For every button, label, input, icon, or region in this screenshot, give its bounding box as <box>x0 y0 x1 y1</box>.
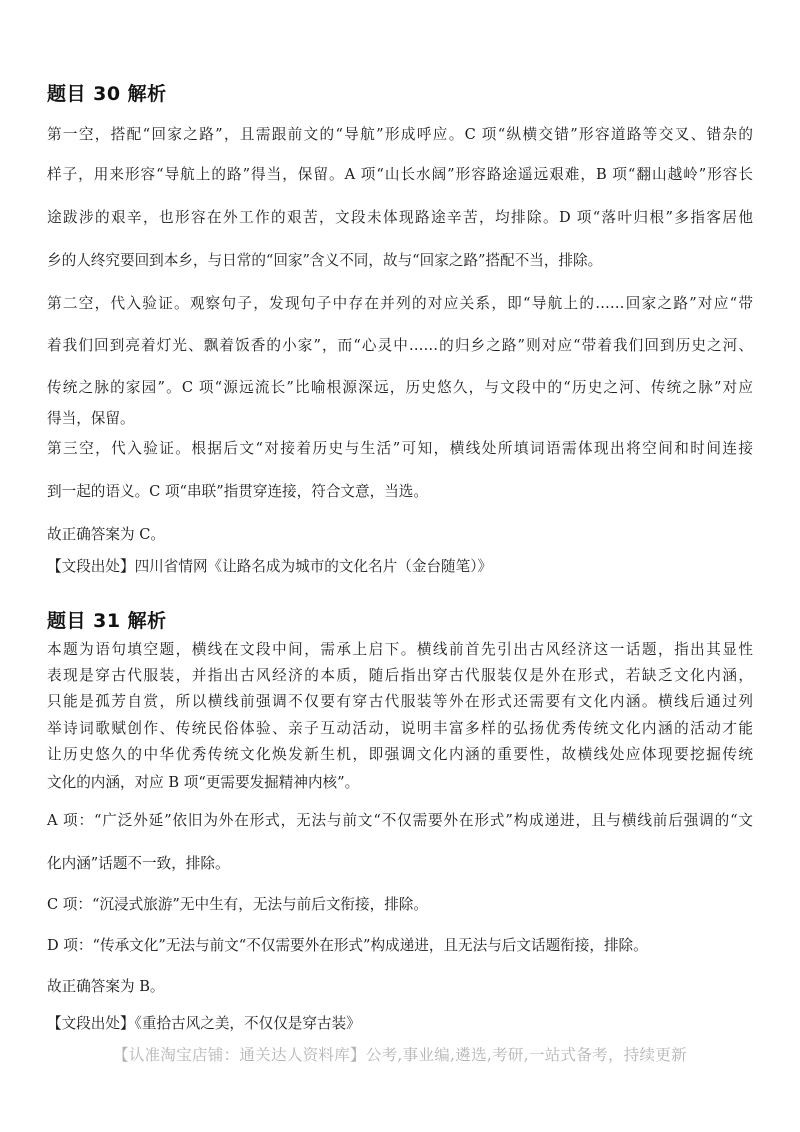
q30-line-6: 着我们回到亮着灯光、飘着饭香的小家”，而“心灵中……的归乡之路”则对应“带着我们回到历史之河、 <box>47 337 753 354</box>
q31-line-3: 只能是孤芳自赏，所以横线前强调不仅要有穿古代服装等外在形式还需要有文化内涵。横线后通过列 <box>47 693 753 710</box>
q31-answer: 故正确答案为 B。 <box>47 978 165 995</box>
q31-line-5: 让历史悠久的中华优秀传统文化焕发新生机，即强调文化内涵的重要性，故横线处应体现要挖掘传统 <box>47 746 753 763</box>
q31-source: 【文段出处】《重拾古风之美，不仅仅是穿古装》 <box>47 1015 361 1032</box>
q30-line-8: 得当，保留。 <box>47 410 135 427</box>
q30-line-9: 第三空，代入验证。根据后文“对接着历史与生活”可知，横线处所填词语需体现出将空间和时间连接 <box>47 440 753 457</box>
q30-line-10: 到一起的语义。C 项“串联”指贯穿连接，符合文意，当选。 <box>47 483 428 500</box>
q30-line-2: 样子，用来形容“导航上的路”得当，保留。A 项“山长水阔”形容路途遥远艰难，B 项“翻山越岭”形容长 <box>47 166 753 183</box>
q30-line-5: 第二空，代入验证。观察句子，发现句子中存在并列的对应关系，即“导航上的……回家之路”对应“带 <box>47 295 753 312</box>
q30-line-1: 第一空，搭配“回家之路”，且需跟前文的“导航”形成呼应。C 项“纵横交错”形容道路等交叉、错杂的 <box>47 126 753 143</box>
q31-option-c: C 项：“沉浸式旅游”无中生有，无法与前后文衔接，排除。 <box>47 896 428 913</box>
q30-line-3: 途跋涉的艰辛，也形容在外工作的艰苦，文段未体现路途辛苦，均排除。D 项“落叶归根”多指客居他 <box>47 209 753 226</box>
q30-answer: 故正确答案为 C。 <box>47 526 165 543</box>
question-30-title: 题目 30 解析 <box>47 83 167 105</box>
q31-option-a-line-2: 化内涵”话题不一致，排除。 <box>47 855 230 872</box>
q31-line-1: 本题为语句填空题，横线在文段中间，需承上启下。横线前首先引出古风经济这一话题，指出其显性 <box>47 641 753 658</box>
q31-line-4: 举诗词歌赋创作、传统民俗体验、亲子互动活动，说明丰富多样的弘扬优秀传统文化内涵的活动才能 <box>47 720 753 737</box>
q31-option-d: D 项：“传承文化”无法与前文“不仅需要外在形式”构成递进，且无法与后文话题衔接，排除。 <box>47 937 648 954</box>
q30-line-4: 乡的人终究要回到本乡，与日常的“回家”含义不同，故与“回家之路”搭配不当，排除。 <box>47 252 603 269</box>
watermark-footer: 【认准淘宝店铺：通关达人资料库】公考,事业编,遴选,考研,一站式备考，持续更新 <box>113 1046 687 1064</box>
q31-line-2: 表现是穿古代服装，并指出古风经济的本质，随后指出穿古代服装仅是外在形式，若缺乏文化内涵， <box>47 667 753 684</box>
q31-line-6: 文化的内涵，对应 B 项“更需要发掘精神内核”。 <box>47 774 360 791</box>
question-31-title: 题目 31 解析 <box>47 610 167 632</box>
q31-option-a-line-1: A 项：“广泛外延”依旧为外在形式，无法与前文“不仅需要外在形式”构成递进，且与横线前后强调的“文 <box>47 812 753 829</box>
q30-line-7: 传统之脉的家园”。C 项“源远流长”比喻根源深远，历史悠久，与文段中的“历史之河、传统之脉”对应 <box>47 379 753 396</box>
q30-source: 【文段出处】四川省情网《让路名成为城市的文化名片（金台随笔）》 <box>47 558 493 575</box>
